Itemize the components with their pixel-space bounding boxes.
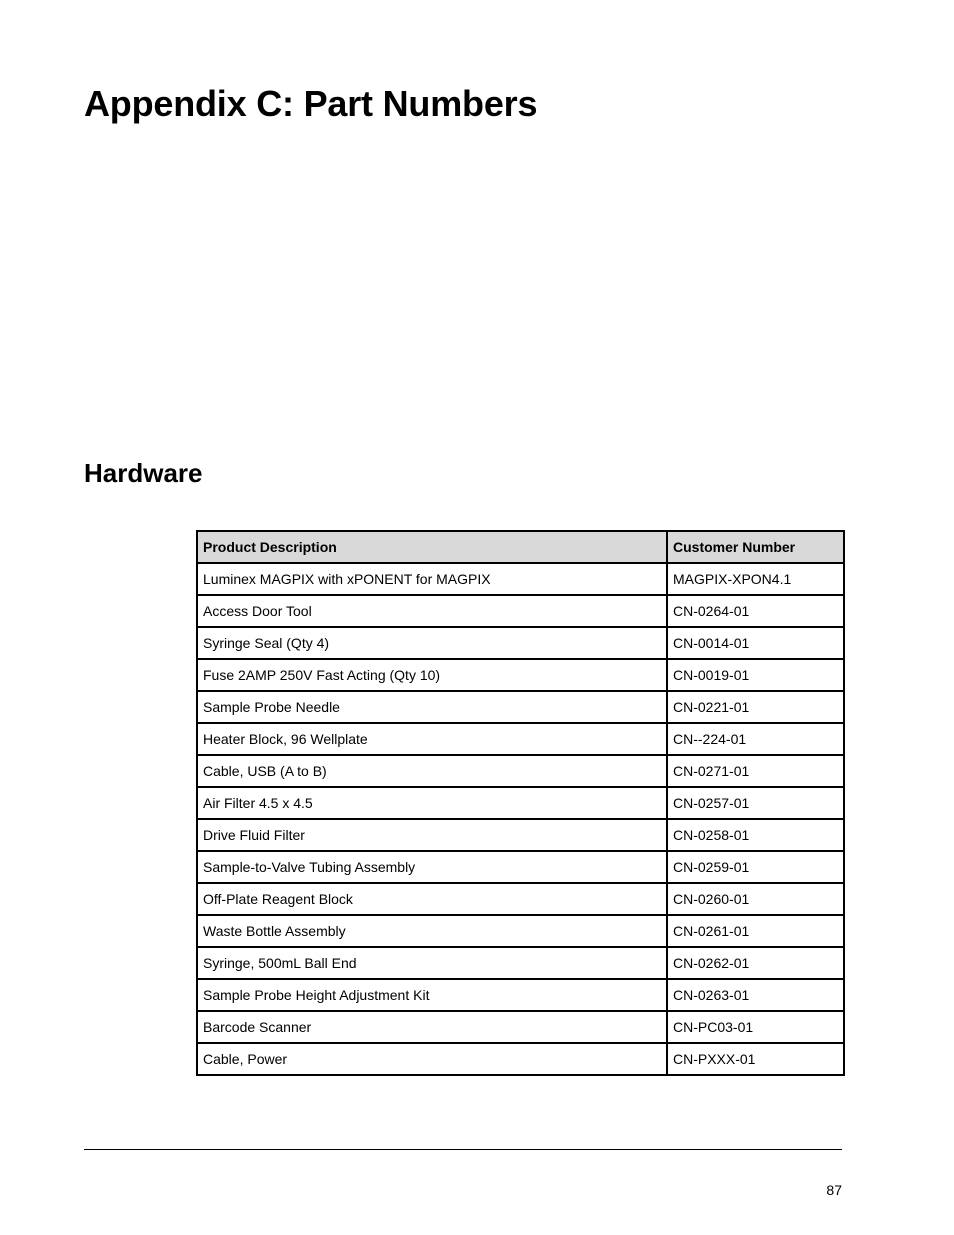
product-description-cell: Barcode Scanner: [197, 1011, 667, 1043]
column-header-customer-number: Customer Number: [667, 531, 844, 563]
customer-number-cell: CN-PXXX-01: [667, 1043, 844, 1075]
customer-number-cell: CN-0271-01: [667, 755, 844, 787]
customer-number-cell: CN-0261-01: [667, 915, 844, 947]
customer-number-cell: CN-0262-01: [667, 947, 844, 979]
product-description-cell: Sample Probe Height Adjustment Kit: [197, 979, 667, 1011]
product-description-cell: Cable, USB (A to B): [197, 755, 667, 787]
customer-number-cell: CN-0263-01: [667, 979, 844, 1011]
product-description-cell: Off-Plate Reagent Block: [197, 883, 667, 915]
page-title: Appendix C: Part Numbers: [84, 83, 538, 124]
product-description-cell: Heater Block, 96 Wellplate: [197, 723, 667, 755]
customer-number-cell: CN--224-01: [667, 723, 844, 755]
column-header-product-description: Product Description: [197, 531, 667, 563]
customer-number-cell: CN-0221-01: [667, 691, 844, 723]
table-row: [197, 787, 844, 819]
product-description-cell: Fuse 2AMP 250V Fast Acting (Qty 10): [197, 659, 667, 691]
table-row: [197, 627, 844, 659]
product-description-cell: Air Filter 4.5 x 4.5: [197, 787, 667, 819]
footer-divider: [84, 1149, 842, 1150]
table-row: [197, 723, 844, 755]
customer-number-cell: CN-0257-01: [667, 787, 844, 819]
table-row: [197, 851, 844, 883]
table-header-row: [197, 531, 844, 563]
product-description-cell: Waste Bottle Assembly: [197, 915, 667, 947]
table-row: [197, 947, 844, 979]
product-description-cell: Access Door Tool: [197, 595, 667, 627]
page-number: 87: [826, 1182, 842, 1198]
product-description-cell: Sample Probe Needle: [197, 691, 667, 723]
table-row: [197, 819, 844, 851]
section-heading-hardware: Hardware: [84, 458, 203, 488]
table-row: [197, 979, 844, 1011]
table-row: [197, 883, 844, 915]
table-row: [197, 1043, 844, 1075]
table-row: [197, 915, 844, 947]
customer-number-cell: MAGPIX-XPON4.1: [667, 563, 844, 595]
table-row: [197, 659, 844, 691]
table-row: [197, 1011, 844, 1043]
customer-number-cell: CN-PC03-01: [667, 1011, 844, 1043]
product-description-cell: Sample-to-Valve Tubing Assembly: [197, 851, 667, 883]
product-description-cell: Drive Fluid Filter: [197, 819, 667, 851]
product-description-cell: Luminex MAGPIX with xPONENT for MAGPIX: [197, 563, 667, 595]
table-row: [197, 755, 844, 787]
product-description-cell: Syringe, 500mL Ball End: [197, 947, 667, 979]
customer-number-cell: CN-0258-01: [667, 819, 844, 851]
customer-number-cell: CN-0259-01: [667, 851, 844, 883]
table-row: [197, 595, 844, 627]
customer-number-cell: CN-0264-01: [667, 595, 844, 627]
part-numbers-table: [196, 530, 845, 1076]
customer-number-cell: CN-0019-01: [667, 659, 844, 691]
customer-number-cell: CN-0014-01: [667, 627, 844, 659]
customer-number-cell: CN-0260-01: [667, 883, 844, 915]
table-row: [197, 691, 844, 723]
product-description-cell: Cable, Power: [197, 1043, 667, 1075]
table-row: [197, 563, 844, 595]
product-description-cell: Syringe Seal (Qty 4): [197, 627, 667, 659]
